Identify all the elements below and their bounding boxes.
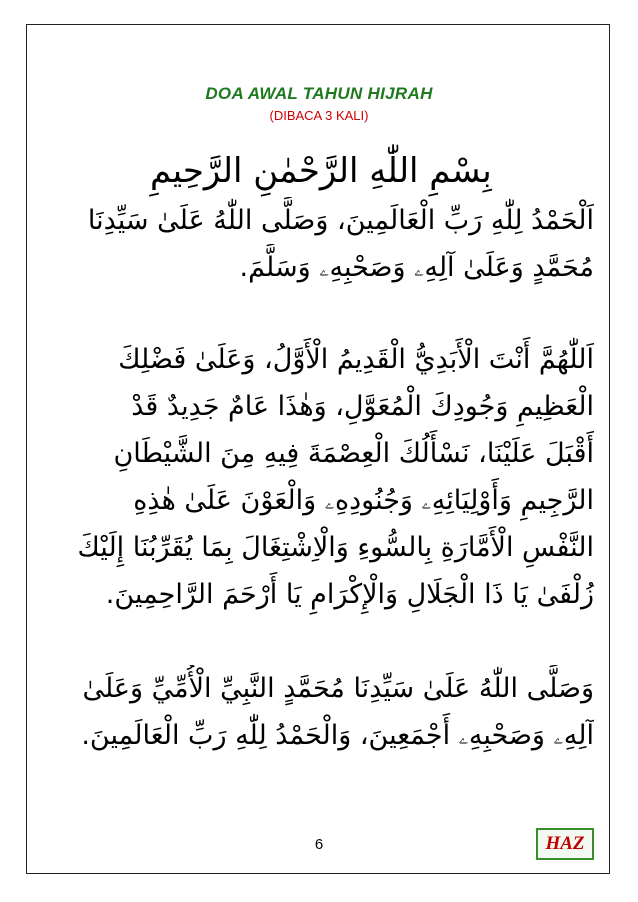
- paragraph-line: أَقْبَلَ عَلَيْنَا، نَسْأَلُكَ الْعِصْمَةَ فِيهِ مِنَ الشَّيْطَانِ: [113, 438, 594, 469]
- document-subtitle: (DIBACA 3 KALI): [269, 108, 369, 123]
- author-badge: HAZ: [536, 828, 594, 860]
- page-number: 6: [314, 836, 324, 853]
- opening-praise-paragraph: [44, 197, 594, 291]
- paragraph-line: اَللّٰهُمَّ أَنْتَ الْأَبَدِيُّ الْقَدِيمُ الْأَوَّلُ، وَعَلَىٰ فَضْلِكَ: [118, 344, 594, 375]
- main-prayer-paragraph: [44, 336, 594, 618]
- paragraph-line: آلِهِۦ وَصَحْبِهِۦ أَجْمَعِينَ، وَالْحَمْدُ لِلّٰهِ رَبِّ الْعَالَمِينَ.: [81, 720, 594, 751]
- paragraph-line: النَّفْسِ الْأَمَّارَةِ بِالسُّوءِ وَالْاِشْتِغَالَ بِمَا يُقَرِّبُنَا إِلَيْكَ: [77, 532, 594, 563]
- paragraph-line: وَصَلَّى اللّٰهُ عَلَىٰ سَيِّدِنَا مُحَمَّدٍ النَّبِيِّ الْأُمِّيِّ وَعَلَىٰ: [82, 673, 594, 704]
- paragraph-line: الْعَظِيمِ وَجُودِكَ الْمُعَوَّلِ، وَهٰذَا عَامٌ جَدِيدٌ قَدْ: [131, 391, 594, 422]
- closing-salawat-paragraph: [44, 665, 594, 759]
- paragraph-line: مُحَمَّدٍ وَعَلَىٰ آلِهِۦ وَصَحْبِهِۦ وَسَلَّمَ.: [239, 252, 594, 283]
- paragraph-line: زُلْفَىٰ يَا ذَا الْجَلَالِ وَالْإِكْرَامِ يَا أَرْحَمَ الرَّاحِمِينَ.: [105, 579, 594, 610]
- paragraph-line: الرَّجِيمِ وَأَوْلِيَائِهِۦ وَجُنُودِهِۦ وَالْعَوْنَ عَلَىٰ هٰذِهِ: [133, 485, 594, 516]
- document-title: DOA AWAL TAHUN HIJRAH: [205, 84, 433, 103]
- paragraph-line: اَلْحَمْدُ لِلّٰهِ رَبِّ الْعَالَمِينَ، وَصَلَّى اللّٰهُ عَلَىٰ سَيِّدِنَا: [87, 205, 594, 236]
- basmala-calligraphy: بِسْمِ اللّٰهِ الرَّحْمٰنِ الرَّحِيمِ: [150, 151, 492, 191]
